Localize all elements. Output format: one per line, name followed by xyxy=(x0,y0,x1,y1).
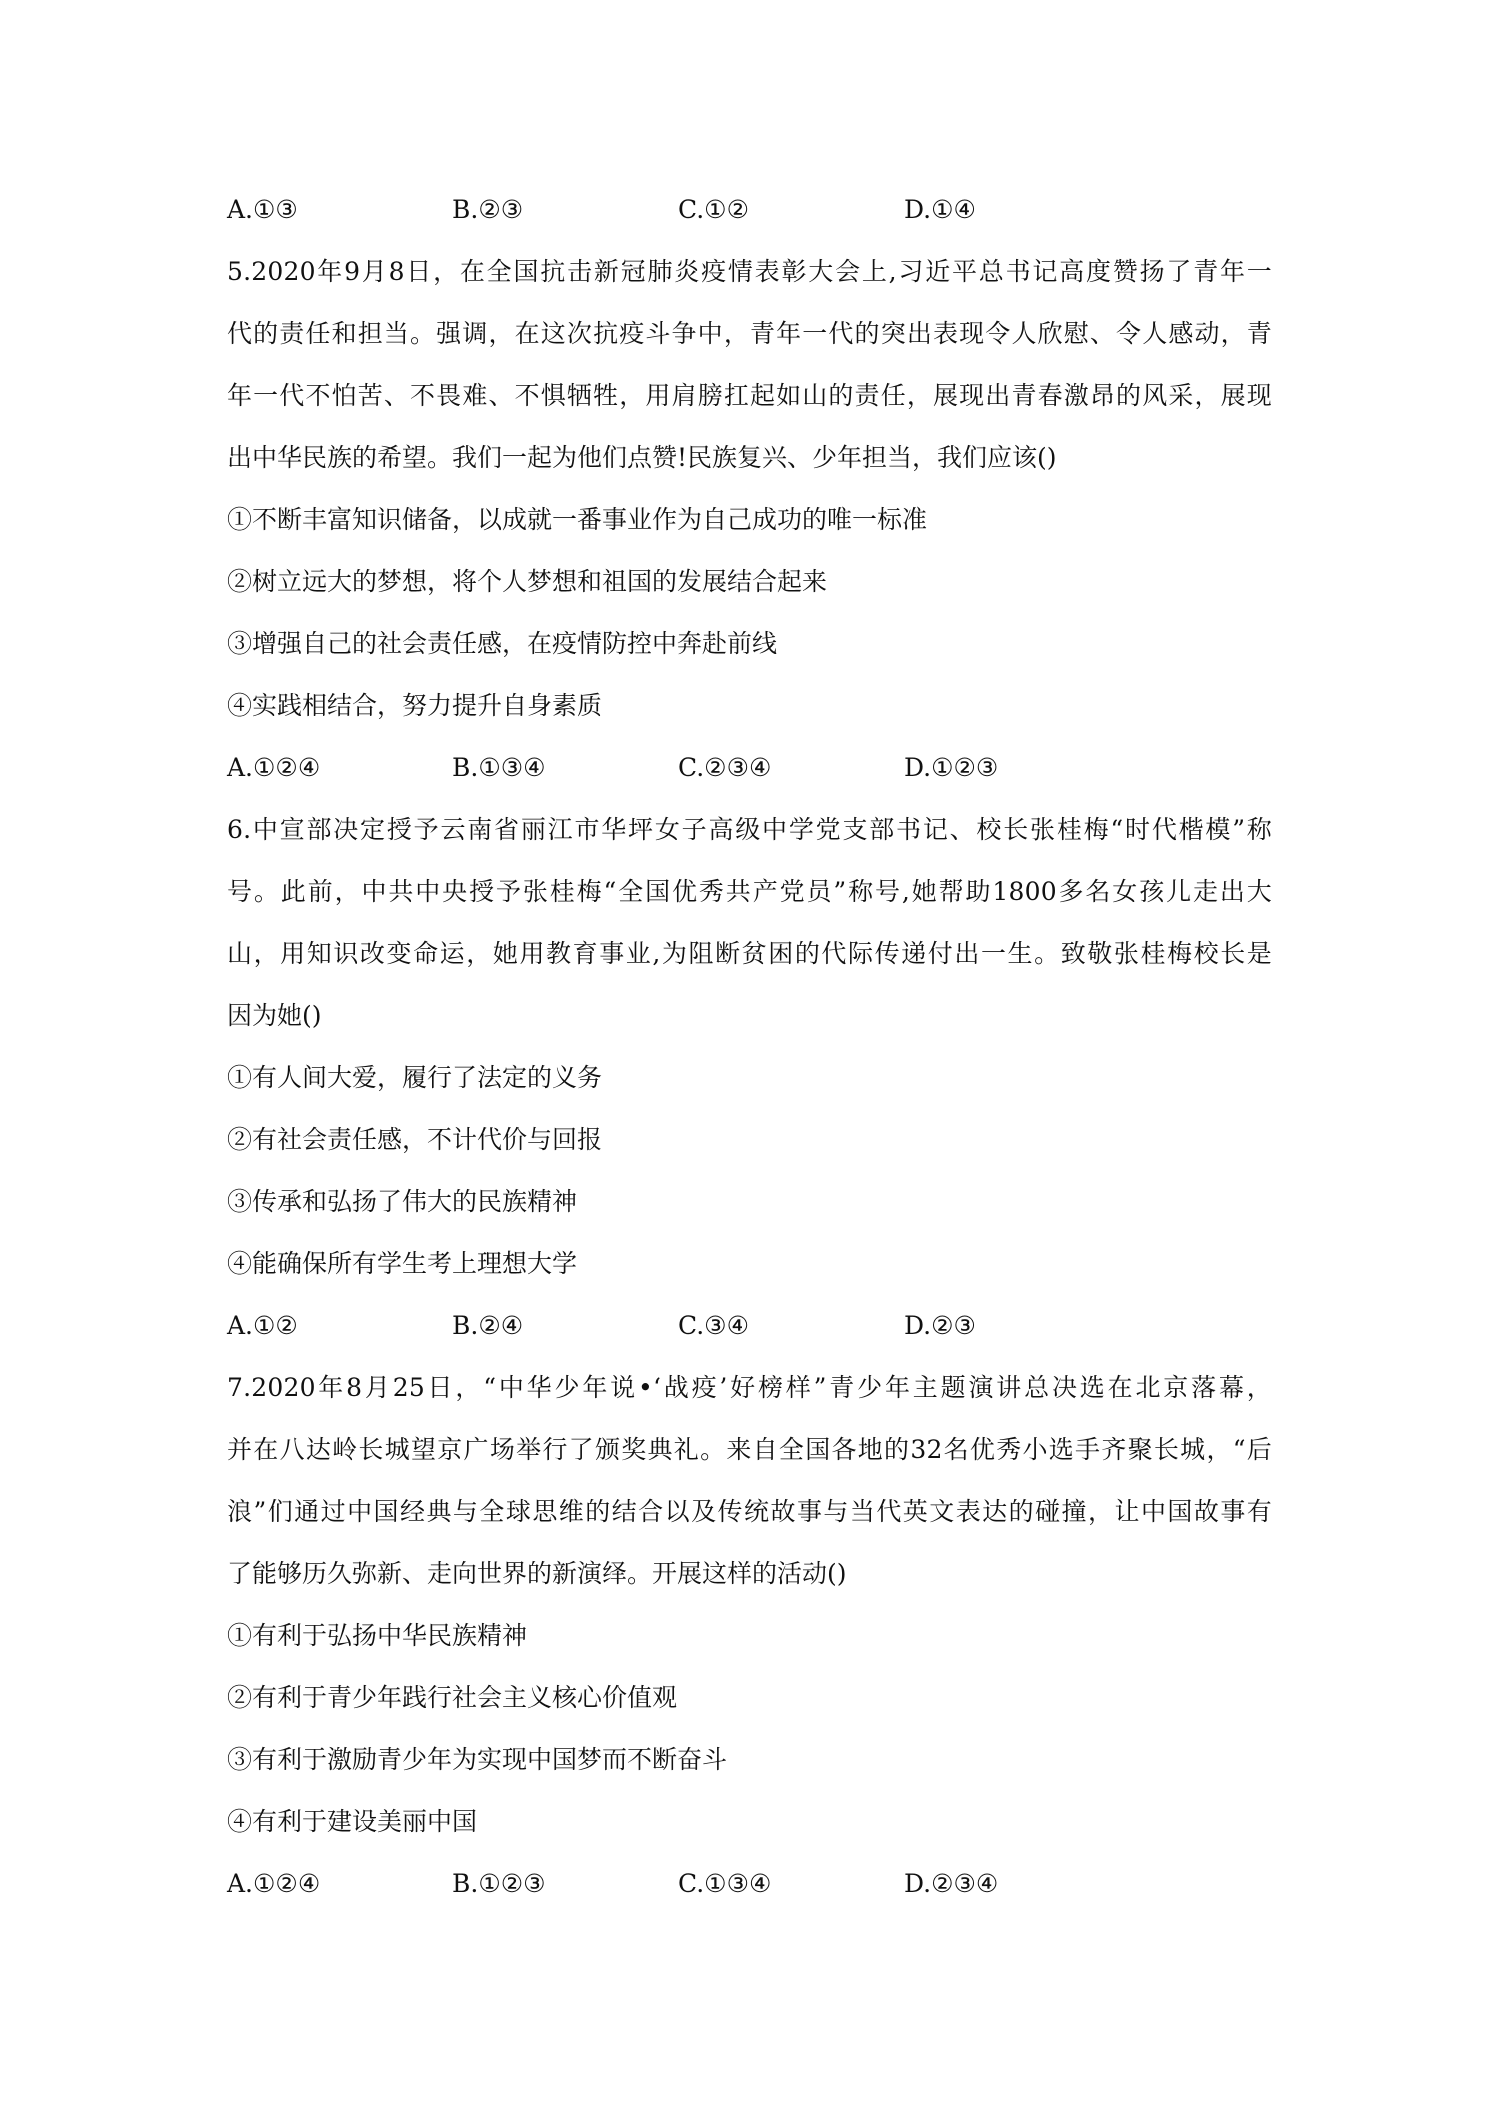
question-6-stem-line: 因为她() xyxy=(227,1001,322,1030)
question-7-stem-line: 7.2020年8月25日，“中华少年说•‘战疫’好榜样”青少年主题演讲总决选在北京落幕， xyxy=(227,1373,1272,1402)
question-6-stem-line: 山，用知识改变命运，她用教育事业,为阻断贫困的代际传递付出一生。致敬张桂梅校长是 xyxy=(227,939,1272,968)
question-7-stem-line: 浪”们通过中国经典与全球思维的结合以及传统故事与当代英文表达的碰撞，让中国故事有 xyxy=(227,1497,1272,1526)
question-6-statement: ③传承和弘扬了伟大的民族精神 xyxy=(227,1187,578,1216)
choice-d: D.①④ xyxy=(904,195,976,224)
choice-d: D.②③ xyxy=(904,1311,976,1340)
question-6-statement: ④能确保所有学生考上理想大学 xyxy=(227,1249,578,1278)
choice-c: C.①② xyxy=(678,195,750,224)
question-5-statement: ④实践相结合，努力提升自身素质 xyxy=(227,691,603,720)
question-5-stem-line: 年一代不怕苦、不畏难、不惧牺牲，用肩膀扛起如山的责任，展现出青春激昂的风采，展现 xyxy=(227,381,1272,410)
question-7-stem-line: 并在八达岭长城望京广场举行了颁奖典礼。来自全国各地的32名优秀小选手齐聚长城，“后 xyxy=(227,1435,1272,1464)
choice-c: C.③④ xyxy=(678,1311,750,1340)
choice-b: B.②④ xyxy=(452,1311,524,1340)
question-5-statement: ②树立远大的梦想，将个人梦想和祖国的发展结合起来 xyxy=(227,567,828,596)
choice-a: A.①③ xyxy=(227,195,298,224)
choice-d: D.②③④ xyxy=(904,1869,999,1898)
question-5-stem-line: 出中华民族的希望。我们一起为他们点赞!民族复兴、少年担当，我们应该() xyxy=(227,443,1057,472)
choice-b: B.①③④ xyxy=(452,753,546,782)
choice-c: C.②③④ xyxy=(678,753,772,782)
question-6-stem-line: 号。此前，中共中央授予张桂梅“全国优秀共产党员”称号,她帮助1800多名女孩儿走出大 xyxy=(227,877,1272,906)
choice-a: A.①②④ xyxy=(227,1869,321,1898)
question-5-statement: ①不断丰富知识储备，以成就一番事业作为自己成功的唯一标准 xyxy=(227,505,928,534)
question-7-stem-line: 了能够历久弥新、走向世界的新演绎。开展这样的活动() xyxy=(227,1559,847,1588)
choice-a: A.①②④ xyxy=(227,753,321,782)
choice-b: B.②③ xyxy=(452,195,524,224)
question-7-statement: ④有利于建设美丽中国 xyxy=(227,1807,478,1836)
question-6-statement: ①有人间大爱，履行了法定的义务 xyxy=(227,1063,603,1092)
choice-b: B.①②③ xyxy=(452,1869,546,1898)
choice-d: D.①②③ xyxy=(904,753,999,782)
choice-a: A.①② xyxy=(227,1311,298,1340)
question-5-statement: ③增强自己的社会责任感，在疫情防控中奔赴前线 xyxy=(227,629,778,658)
question-7-statement: ①有利于弘扬中华民族精神 xyxy=(227,1621,528,1650)
question-5-stem-line: 代的责任和担当。强调，在这次抗疫斗争中，青年一代的突出表现令人欣慰、令人感动，青 xyxy=(227,319,1272,348)
question-6-stem-line: 6.中宣部决定授予云南省丽江市华坪女子高级中学党支部书记、校长张桂梅“时代楷模”称 xyxy=(227,815,1272,844)
question-5-stem-line: 5.2020年9月8日，在全国抗击新冠肺炎疫情表彰大会上,习近平总书记高度赞扬了青年一 xyxy=(227,257,1272,286)
question-6-statement: ②有社会责任感，不计代价与回报 xyxy=(227,1125,603,1154)
choice-c: C.①③④ xyxy=(678,1869,772,1898)
question-7-statement: ③有利于激励青少年为实现中国梦而不断奋斗 xyxy=(227,1745,728,1774)
question-7-statement: ②有利于青少年践行社会主义核心价值观 xyxy=(227,1683,678,1712)
